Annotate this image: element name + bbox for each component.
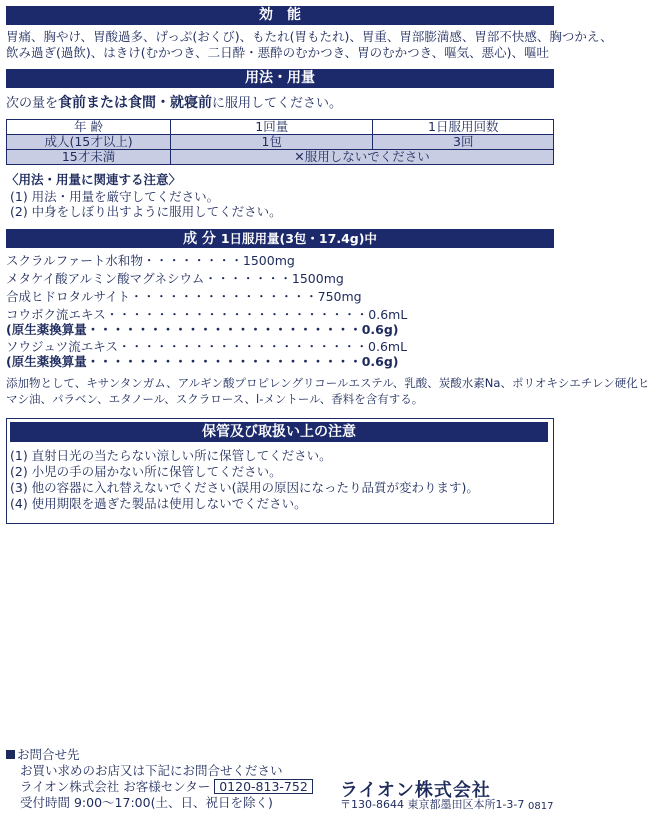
- ingredient-2: [6, 271, 344, 286]
- ingredient-amount: 1500mg: [242, 253, 295, 268]
- contact-title-text: お問合せ先: [17, 747, 80, 762]
- usage-intro-bold: 食前または食間・就寝前: [58, 95, 213, 111]
- contact-hours: 受付時間 9:00～17:00(土、日、祝日を除く): [20, 795, 273, 810]
- ingredient-amount: 0.6g): [361, 354, 399, 369]
- ingredient-name: メタケイ酸アルミン酸マグネシウム・・・・・・・: [6, 271, 292, 286]
- dose-table: [6, 119, 554, 165]
- table-row: [7, 135, 554, 150]
- dose-adult-amount: 1包: [171, 135, 373, 150]
- table-row: [7, 150, 554, 165]
- ingredient-3: [6, 289, 362, 304]
- usage-notes-title: 〈用法・用量に関連する注意〉: [6, 172, 182, 187]
- ingredient-amount: 0.6mL: [368, 307, 408, 322]
- usage-intro-post: に服用してください。: [212, 96, 343, 111]
- company-address: 〒130-8644 東京都墨田区本所1-3-7: [340, 798, 525, 811]
- storage-item-1: (1) 直射日光の当たらない涼しい所に保管してください。: [10, 448, 332, 463]
- dose-child-note: ✕服用しないでください: [171, 150, 554, 165]
- dose-adult-age: 成人(15才以上): [7, 135, 171, 150]
- ingredient-name: (原生薬換算量・・・・・・・・・・・・・・・・・・・・・・: [6, 354, 362, 369]
- ingredient-name: コウボク流エキス・・・・・・・・・・・・・・・・・・・・・: [6, 307, 369, 322]
- dose-header-times: 1日服用回数: [373, 120, 554, 135]
- ingredient-name: (原生薬換算量・・・・・・・・・・・・・・・・・・・・・・: [6, 322, 362, 337]
- ingredient-amount: 1500mg: [291, 271, 344, 286]
- dose-header-age: 年 齢: [7, 120, 171, 135]
- contact-center: [20, 779, 313, 794]
- usage-note-1: (1) 用法・用量を厳守してください。: [10, 189, 220, 204]
- ingredient-6: [6, 339, 407, 354]
- usage-intro-pre: 次の量を: [6, 96, 59, 111]
- ingredient-name: スクラルファート水和物・・・・・・・・: [6, 253, 243, 268]
- ingredients-subtitle: 1日服用量(3包・17.4g)中: [220, 231, 377, 246]
- ingredient-amount: 0.6g): [361, 322, 399, 337]
- efficacy-line-2: 飲み過ぎ(過飲)、はきけ(むかつき、二日酔・悪酔のむかつき、胃のむかつき、嘔気、悪心)、嘔吐: [6, 45, 550, 60]
- brand-logo-text: ライオン株式会社: [340, 780, 491, 801]
- ingredient-amount: 0.6mL: [368, 339, 408, 354]
- contact-phone: 0120-813-752: [214, 779, 313, 794]
- dose-header-amount: 1回量: [171, 120, 373, 135]
- dose-table-header: [7, 120, 554, 135]
- product-code: 0817: [528, 801, 554, 812]
- usage-intro: [6, 96, 342, 111]
- ingredient-name: 合成ヒドロタルサイト・・・・・・・・・・・・・・・: [6, 289, 318, 304]
- storage-item-2: (2) 小児の手の届かない所に保管してください。: [10, 464, 282, 479]
- square-bullet-icon: [6, 750, 15, 759]
- contact-title: [6, 747, 80, 762]
- usage-note-2: (2) 中身をしぼり出すように服用してください。: [10, 204, 282, 219]
- dose-child-age: 15才未満: [7, 150, 171, 165]
- additives-line-2: マシ油、パラベン、エタノール、スクラロース、l-メントール、香料を含有する。: [6, 392, 424, 406]
- storage-item-3: (3) 他の容器に入れ替えないでください(誤用の原因になったり品質が変わります)。: [10, 480, 479, 495]
- additives-line-1: 添加物として、キサンタンガム、アルギン酸プロピレングリコールエステル、乳酸、炭酸水素Na、ポリオキシエチレン硬化ヒ: [6, 376, 649, 390]
- ingredient-amount: 750mg: [317, 289, 362, 304]
- contact-company: ライオン株式会社 お客様センター: [20, 779, 211, 794]
- ingredient-name: ソウジュツ流エキス・・・・・・・・・・・・・・・・・・・・: [6, 339, 369, 354]
- efficacy-line-1: 胃痛、胸やけ、胃酸過多、げっぷ(おくび)、もたれ(胃もたれ)、胃重、胃部膨満感、胃部不快感、胸つかえ、: [6, 29, 613, 44]
- dose-adult-times: 3回: [373, 135, 554, 150]
- ingredient-5: [6, 322, 399, 337]
- efficacy-header: 効 能: [6, 6, 554, 25]
- contact-line-1: お買い求めのお店又は下記にお問合せください: [20, 763, 283, 778]
- ingredient-7: [6, 354, 399, 369]
- storage-header: 保管及び取扱い上の注意: [10, 422, 548, 442]
- ingredient-1: [6, 253, 295, 268]
- usage-header: 用法・用量: [6, 69, 554, 88]
- ingredient-4: [6, 307, 407, 322]
- storage-item-4: (4) 使用期限を過ぎた製品は使用しないでください。: [10, 496, 307, 511]
- ingredients-title: 成 分: [183, 231, 216, 247]
- ingredients-header: [6, 229, 554, 248]
